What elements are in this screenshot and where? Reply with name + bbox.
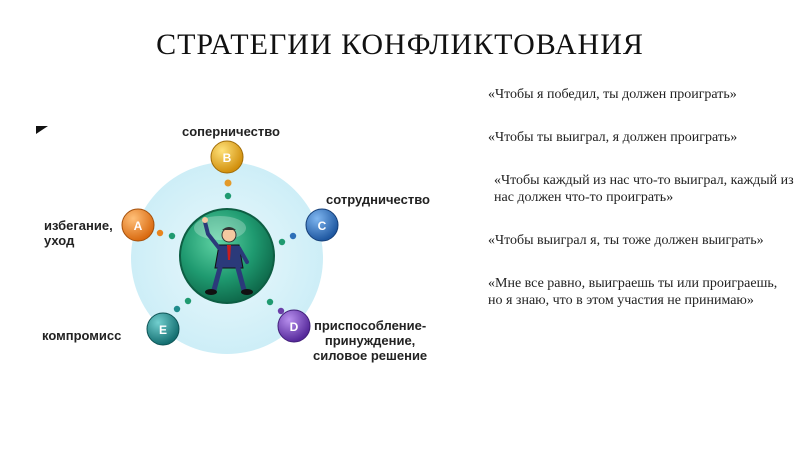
- label-compromise: компромисс: [42, 328, 122, 343]
- node-letter-b: B: [222, 151, 232, 165]
- node-b: [211, 141, 243, 173]
- label-avoidance: избегание, уход: [44, 218, 113, 248]
- label-rivalry: соперничество: [182, 124, 281, 139]
- node-e: [147, 313, 179, 345]
- node-letter-c: C: [317, 219, 327, 233]
- page-title: СТРАТЕГИИ КОНФЛИКТОВАНИЯ: [156, 28, 644, 61]
- quote-item: «Чтобы ты выиграл, я должен проиграть»: [488, 130, 738, 145]
- node-d: [278, 310, 310, 342]
- node-letter-a: A: [133, 219, 143, 233]
- quote-item: «Чтобы каждый из нас что-то выиграл, каждый из нас должен что-то проиграть»: [494, 173, 794, 205]
- quote-item: «Чтобы выиграл я, ты тоже должен выиграть»: [488, 233, 764, 248]
- quotes-list: [488, 86, 794, 335]
- node-letter-e: E: [158, 323, 168, 337]
- node-c: [306, 209, 338, 241]
- node-a: [122, 209, 154, 241]
- quote-item: «Мне все равно, выиграешь ты или проиграешь, но я знаю, что в этом участия не принимаю»: [488, 276, 778, 308]
- quote-item: «Чтобы я победил, ты должен проиграть»: [488, 87, 737, 102]
- label-accommodation: приспособление- принуждение, силовое решение: [313, 318, 428, 363]
- node-letter-d: D: [289, 320, 299, 334]
- label-cooperation: сотрудничество: [326, 192, 430, 207]
